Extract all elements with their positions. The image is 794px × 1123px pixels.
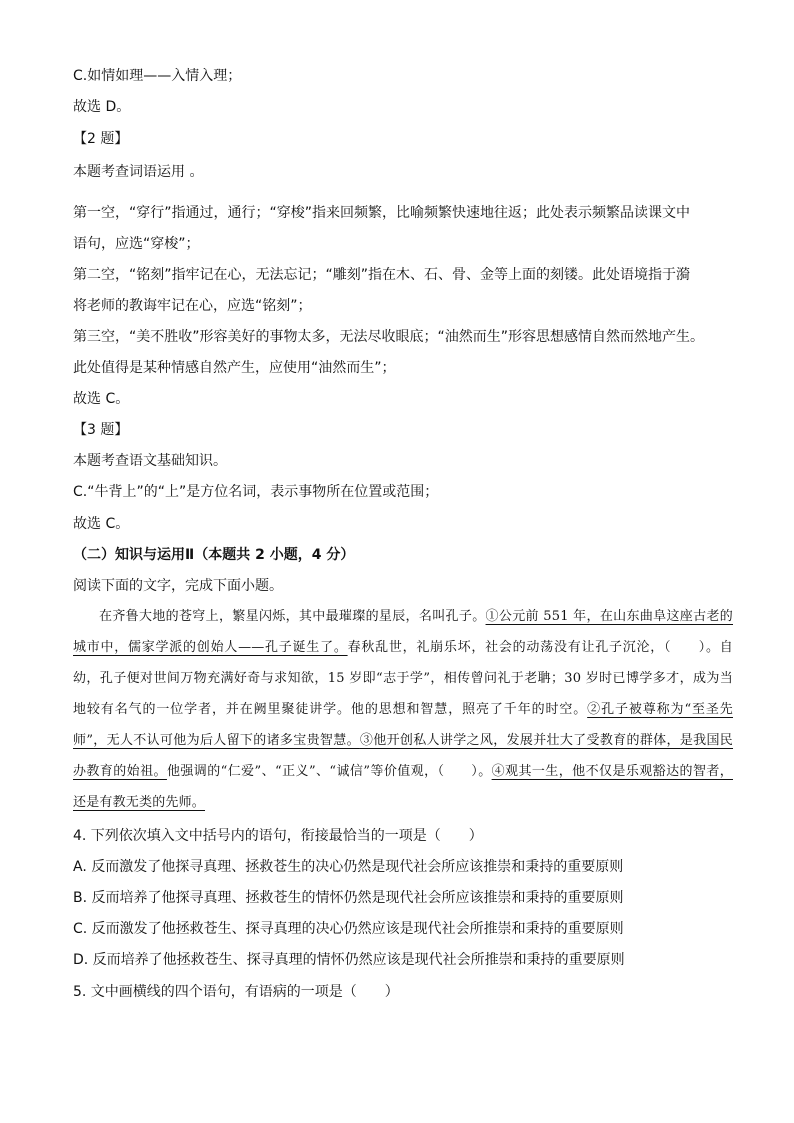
underlined-sentence-3: ③他开创私人讲学之风，发展并壮大了受教育的群体，是我国民办教育的始祖。	[73, 733, 734, 779]
answer-line: 语句，应选“穿梭”；	[73, 236, 200, 252]
answer-line: 故选 C。	[73, 516, 130, 532]
answer-line: 将老师的教诲牢记在心，应选“铭刻”；	[73, 298, 312, 314]
passage-paragraph	[73, 601, 733, 818]
option-d: D. 反而培养了他拯救苍生、探寻真理的情怀仍然应该是现代社会所推崇和秉持的重要原则	[73, 952, 625, 968]
answer-line: C.“牛背上”的“上”是方位名词，表示事物所在位置或范围；	[73, 484, 439, 500]
answer-line: 第一空，“穿行”指通过，通行；“穿梭”指来回频繁，比喻频繁快速地往返；此处表示频繁品读课文中	[73, 205, 691, 221]
passage-sentence: 他强调的“仁爱”、“正义”、“诚信”等价值观，（ ）。	[166, 764, 492, 779]
reading-passage	[73, 601, 733, 818]
answer-line: 本题考查词语运用 。	[73, 164, 204, 180]
underlined-sentence-2: ②孔子被尊称为“至圣先师”，无人不认可他为后人留下的诸多宝贵智慧。	[73, 702, 733, 748]
answer-line: 故选 D。	[73, 99, 131, 115]
question-5: 5. 文中画横线的四个语句，有语病的一项是（ ）	[73, 984, 399, 1000]
answer-line: C.如情如理——入情入理；	[73, 68, 242, 84]
answer-line: 第三空，“美不胜收”形容美好的事物太多，无法尽收眼底；“油然而生”形容思想感情自然而然地产生。	[73, 329, 705, 345]
instruction: 阅读下面的文字，完成下面小题。	[73, 578, 283, 594]
option-a: A. 反而激发了他探寻真理、拯救苍生的决心仍然是现代社会所应该推崇和秉持的重要原则	[73, 859, 624, 875]
answer-line: 此处值得是某种情感自然产生，应使用“油然而生”；	[73, 360, 396, 376]
option-c: C. 反而激发了他拯救苍生、探寻真理的决心仍然应该是现代社会所推崇和秉持的重要原则	[73, 921, 624, 937]
question-heading: 【3 题】	[73, 422, 129, 438]
question-heading: 【2 题】	[73, 131, 129, 147]
underlined-sentence-4: ④观其一生，他不仅是乐观豁达的智者，还是有教无类的先师。	[73, 764, 733, 810]
answer-line: 第二空，“铭刻”指牢记在心，无法忘记；“雕刻”指在木、石、骨、金等上面的刻镂。此处语境指于漪	[73, 267, 691, 283]
passage-sentence: 在齐鲁大地的苍穹上，繁星闪烁，其中最璀璨的星辰，名叫孔子。	[99, 609, 486, 624]
answer-line: 本题考查语文基础知识。	[73, 453, 227, 469]
question-4: 4. 下列依次填入文中括号内的语句，衔接最恰当的一项是（ ）	[73, 828, 483, 844]
section-heading: （二）知识与运用Ⅱ（本题共 2 小题，4 分）	[73, 547, 355, 563]
option-b: B. 反而培养了他探寻真理、拯救苍生的情怀仍然是现代社会所应该推崇和秉持的重要原则	[73, 890, 624, 906]
answer-line: 故选 C。	[73, 391, 130, 407]
passage-sentence: 春秋乱世，礼崩乐坏，社会的动荡没有让孔子沉沦，（ ）。自幼，孔子便对世间万物充满好奇与求知欲，15 岁即“志于学”，相传曾问礼于老聃；30 岁时已博学多才，成为当地较有名气的一位学者，并在阙里聚徒讲学。他的思想和智慧，照亮了千年的时空。	[73, 640, 733, 717]
underlined-sentence-1: ①公元前 551 年，在山东曲阜这座古老的城市中，儒家学派的创始人——孔子诞生了。	[73, 609, 733, 655]
